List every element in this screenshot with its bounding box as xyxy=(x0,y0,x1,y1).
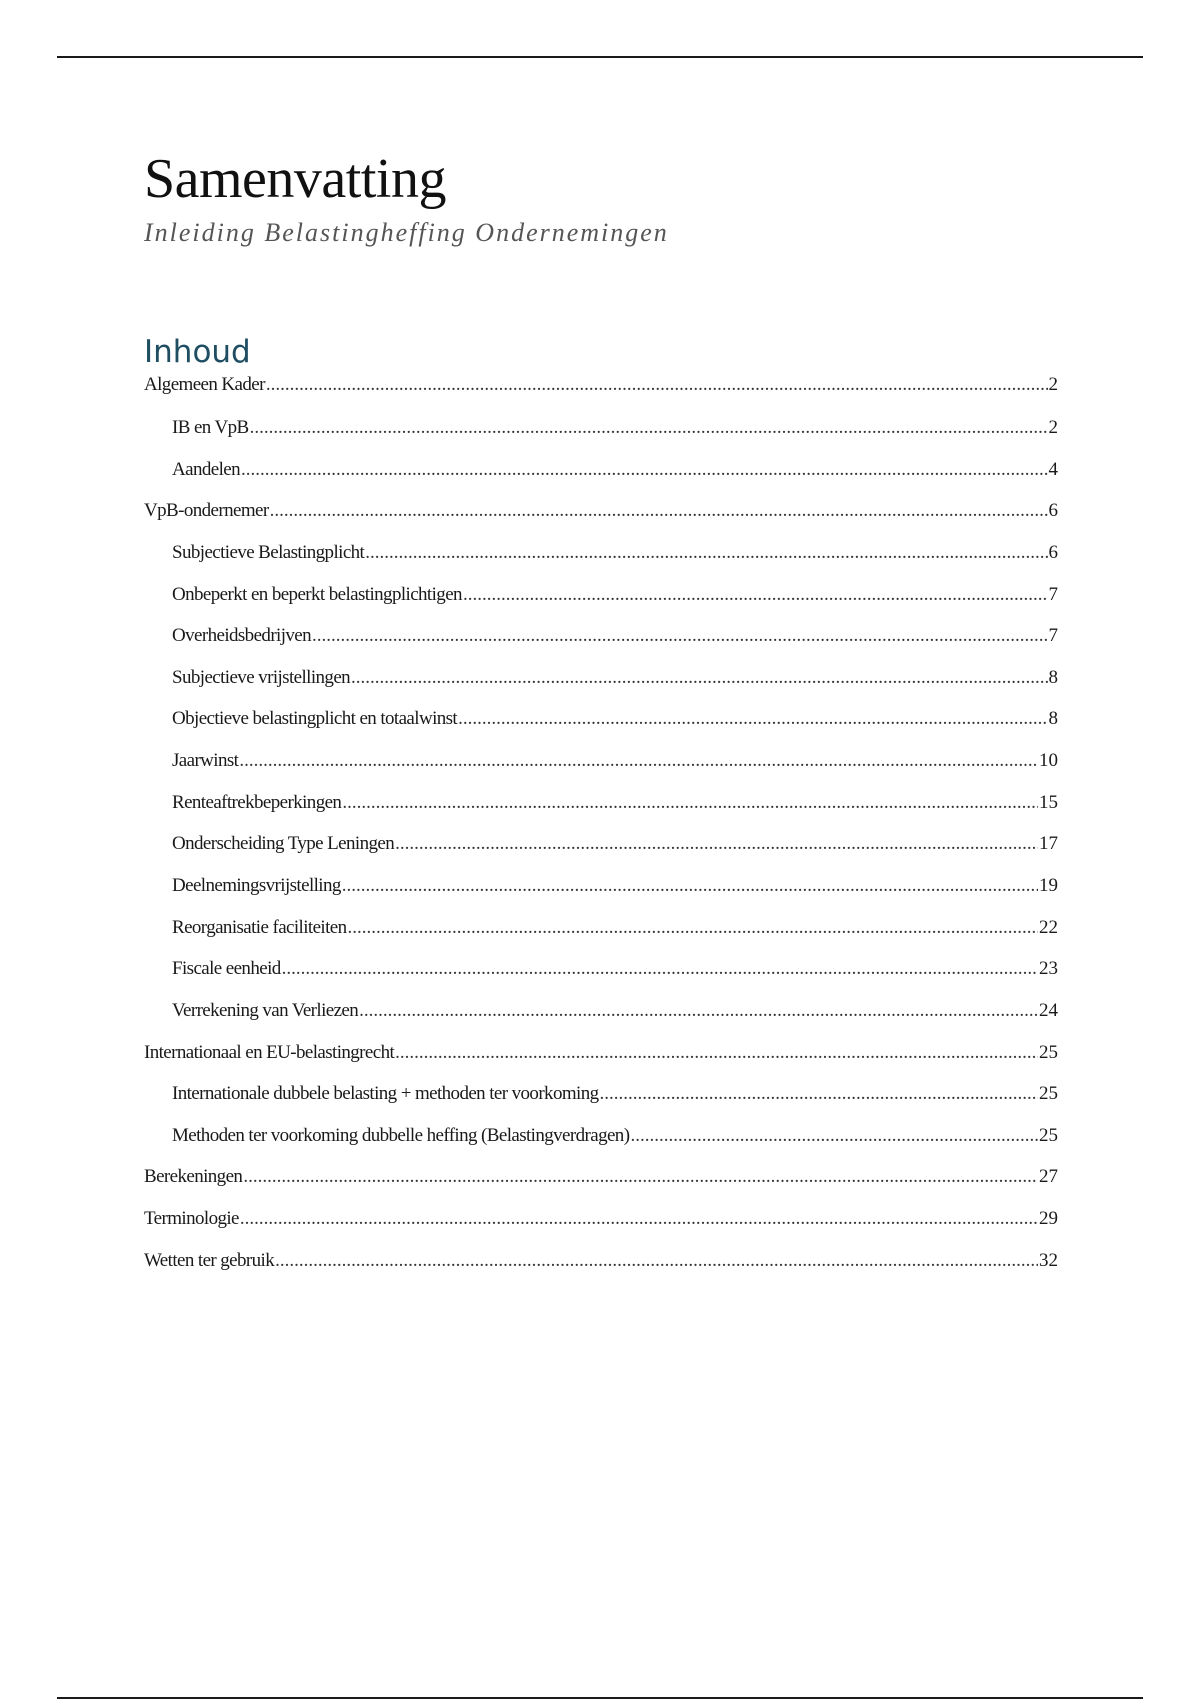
toc-entry-page-number: 29 xyxy=(1039,1208,1058,1229)
toc-entry-label: VpB-ondernemer xyxy=(144,500,269,521)
toc-dot-leader xyxy=(241,457,1048,483)
toc-entry-label: Fiscale eenheid xyxy=(172,958,281,979)
toc-entry-label: Reorganisatie faciliteiten xyxy=(172,917,347,938)
toc-entry[interactable] xyxy=(144,1040,1058,1066)
toc-entry-label: Subjectieve Belastingplicht xyxy=(172,542,365,563)
toc-dot-leader xyxy=(282,956,1038,982)
toc-entry-label: Internationaal en EU-belastingrecht xyxy=(144,1042,395,1063)
toc-entry[interactable] xyxy=(172,831,1058,857)
toc-entry-page-number: 25 xyxy=(1039,1042,1058,1063)
toc-entry[interactable] xyxy=(172,457,1058,483)
toc-entry-page-number: 19 xyxy=(1039,875,1058,896)
toc-entry-page-number: 8 xyxy=(1048,667,1058,688)
toc-entry[interactable] xyxy=(172,415,1058,441)
toc-entry-label: IB en VpB xyxy=(172,417,249,438)
toc-dot-leader xyxy=(348,915,1038,941)
footer-rule xyxy=(57,1697,1143,1699)
toc-heading: Inhoud xyxy=(144,334,251,370)
toc-dot-leader xyxy=(395,1040,1038,1066)
toc-entry-page-number: 6 xyxy=(1048,542,1058,563)
toc-entry-page-number: 7 xyxy=(1048,625,1058,646)
toc-entry-page-number: 17 xyxy=(1039,833,1058,854)
toc-entry-page-number: 27 xyxy=(1039,1166,1058,1187)
toc-entry-page-number: 2 xyxy=(1048,374,1058,395)
toc-dot-leader xyxy=(239,748,1038,774)
toc-entry-page-number: 7 xyxy=(1048,584,1058,605)
toc-entry-label: Onbeperkt en beperkt belastingplichtigen xyxy=(172,584,462,605)
toc-entry-label: Objectieve belastingplicht en totaalwinst xyxy=(172,708,458,729)
toc-entry[interactable] xyxy=(172,873,1058,899)
toc-dot-leader xyxy=(630,1123,1038,1149)
toc-dot-leader xyxy=(275,1248,1038,1274)
toc-entry-label: Verrekening van Verliezen xyxy=(172,1000,359,1021)
toc-entry[interactable] xyxy=(144,372,1058,398)
toc-entry[interactable] xyxy=(172,790,1058,816)
toc-entry[interactable] xyxy=(172,540,1058,566)
toc-entry-page-number: 24 xyxy=(1039,1000,1058,1021)
toc-entry-label: Subjectieve vrijstellingen xyxy=(172,667,351,688)
toc-entry[interactable] xyxy=(144,498,1058,524)
toc-entry[interactable] xyxy=(144,1206,1058,1232)
toc-entry-label: Jaarwinst xyxy=(172,750,239,771)
toc-entry-label: Terminologie xyxy=(144,1208,239,1229)
toc-entry[interactable] xyxy=(172,1123,1058,1149)
toc-entry-label: Deelnemingsvrijstelling xyxy=(172,875,341,896)
toc-dot-leader xyxy=(351,665,1047,691)
toc-dot-leader xyxy=(395,831,1038,857)
toc-entry-page-number: 32 xyxy=(1039,1250,1058,1271)
toc-entry[interactable] xyxy=(172,998,1058,1024)
toc-entry-label: Berekeningen xyxy=(144,1166,243,1187)
toc-dot-leader xyxy=(250,415,1048,441)
toc-entry-page-number: 8 xyxy=(1048,708,1058,729)
toc-entry-page-number: 6 xyxy=(1048,500,1058,521)
toc-entry[interactable] xyxy=(172,915,1058,941)
toc-entry[interactable] xyxy=(172,665,1058,691)
toc-dot-leader xyxy=(458,706,1047,732)
toc-entry-page-number: 4 xyxy=(1048,459,1058,480)
toc-entry-page-number: 23 xyxy=(1039,958,1058,979)
toc-entry[interactable] xyxy=(172,706,1058,732)
toc-entry[interactable] xyxy=(172,623,1058,649)
toc-dot-leader xyxy=(266,372,1048,398)
toc-entry-page-number: 25 xyxy=(1039,1125,1058,1146)
toc-dot-leader xyxy=(365,540,1047,566)
toc-entry[interactable] xyxy=(144,1248,1058,1274)
toc-entry-page-number: 25 xyxy=(1039,1083,1058,1104)
toc-entry[interactable] xyxy=(172,1081,1058,1107)
toc-entry-label: Renteaftrekbeperkingen xyxy=(172,792,342,813)
header-rule xyxy=(57,56,1143,58)
toc-entry-label: Onderscheiding Type Leningen xyxy=(172,833,395,854)
toc-entry-label: Wetten ter gebruik xyxy=(144,1250,275,1271)
toc-dot-leader xyxy=(463,582,1048,608)
toc-dot-leader xyxy=(359,998,1038,1024)
toc-entry[interactable] xyxy=(172,956,1058,982)
toc-entry[interactable] xyxy=(172,748,1058,774)
toc-entry-label: Internationale dubbele belasting + methoden ter voorkoming xyxy=(172,1083,599,1104)
toc-entry[interactable] xyxy=(144,1164,1058,1190)
toc-dot-leader xyxy=(240,1206,1038,1232)
toc-dot-leader xyxy=(600,1081,1038,1107)
toc-entry[interactable] xyxy=(172,582,1058,608)
toc-dot-leader xyxy=(243,1164,1038,1190)
toc-dot-leader xyxy=(342,873,1038,899)
document-subtitle: Inleiding Belastingheffing Ondernemingen xyxy=(144,218,669,247)
toc-dot-leader xyxy=(342,790,1038,816)
toc-entry-label: Methoden ter voorkoming dubbelle heffing (Belastingverdragen) xyxy=(172,1125,630,1146)
toc-dot-leader xyxy=(270,498,1048,524)
toc-entry-label: Overheidsbedrijven xyxy=(172,625,312,646)
toc-entry-page-number: 10 xyxy=(1039,750,1058,771)
toc-entry-page-number: 22 xyxy=(1039,917,1058,938)
toc-entry-label: Aandelen xyxy=(172,459,240,480)
document-title: Samenvatting xyxy=(144,148,446,210)
toc-dot-leader xyxy=(312,623,1047,649)
toc-entry-page-number: 15 xyxy=(1039,792,1058,813)
toc-entry-page-number: 2 xyxy=(1048,417,1058,438)
toc-entry-label: Algemeen Kader xyxy=(144,374,265,395)
